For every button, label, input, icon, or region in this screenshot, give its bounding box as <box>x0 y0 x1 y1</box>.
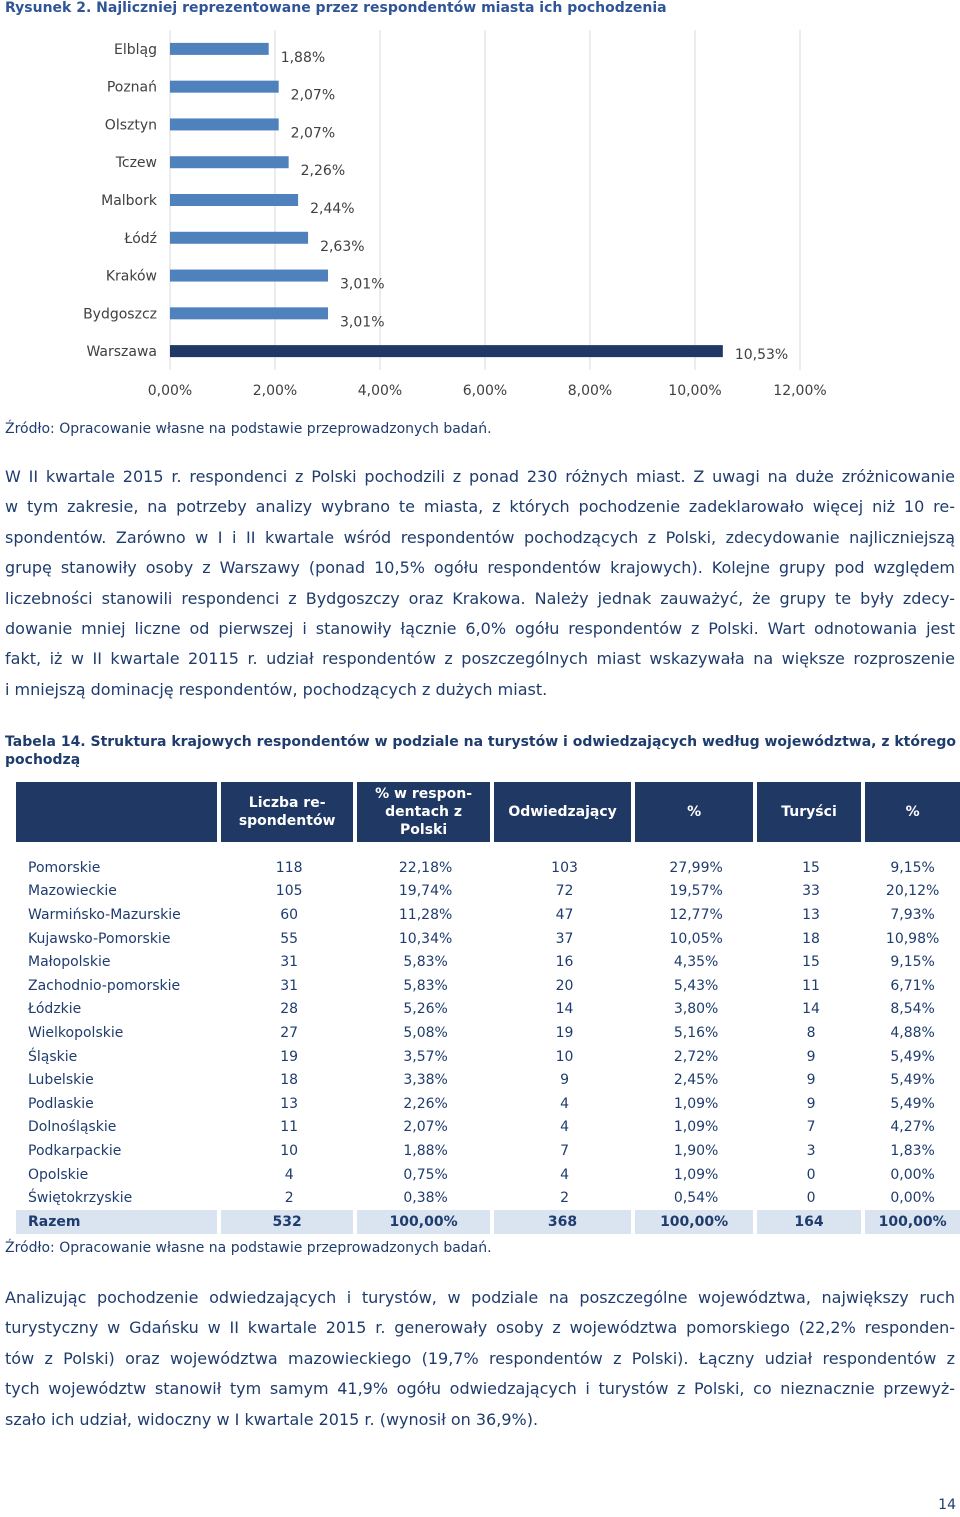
table-row <box>16 1045 960 1069</box>
table-cell: 4 <box>560 1119 569 1136</box>
table-cell: 164 <box>757 1210 865 1234</box>
table-spacer-row <box>16 842 960 856</box>
table-row-label: Opolskie <box>28 1166 89 1183</box>
table-body <box>16 842 960 1234</box>
table-cell: 2,26% <box>403 1095 448 1112</box>
table-cell: 10,34% <box>398 930 453 947</box>
chart-data-label: 2,07% <box>290 87 336 104</box>
table-cell: 532 <box>221 1210 358 1234</box>
paragraph-1-line: fakt, iż w II kwartale 20115 r. udział respondentów z poszczególnych miast wskazywała na większe rozproszenie <box>5 649 955 669</box>
table-cell: 16 <box>555 954 574 971</box>
table-cell: 2,72% <box>673 1048 719 1065</box>
table-cell: 19,57% <box>669 883 723 900</box>
table-source: Źródło: Opracowanie własne na podstawie przeprowadzonych badań. <box>5 1240 492 1256</box>
table-cell: 7 <box>560 1142 569 1159</box>
table-header-row <box>16 782 960 842</box>
table-cell: 8,54% <box>890 1001 935 1018</box>
table-cell: 9 <box>806 1048 816 1065</box>
table-row-label: Dolnośląskie <box>28 1119 117 1136</box>
chart-bar <box>170 194 298 206</box>
table-cell: 3,57% <box>403 1048 448 1065</box>
table-cell: 10,05% <box>669 930 723 947</box>
table-row-label: Razem <box>16 1210 221 1234</box>
paragraph-1-line: liczebności stanowili respondenci z Bydgoszczy oraz Krakowa. Należy jednak zauważyć, że grupy te były zdecy- <box>5 588 955 608</box>
table-cell: 9 <box>806 1072 816 1089</box>
chart-data-label: 3,01% <box>340 276 385 293</box>
chart-category-label: Łódź <box>124 230 157 247</box>
table-row <box>16 880 960 904</box>
table-cell: 7 <box>806 1119 816 1136</box>
table-header-cell: % <box>865 782 960 842</box>
table-row-label: Mazowieckie <box>28 883 117 900</box>
table-row-label: Świętokrzyskie <box>28 1190 133 1207</box>
table-cell: 0,75% <box>403 1166 448 1183</box>
table-header-cell: % w respon-dentach z Polski <box>357 782 493 842</box>
table-cell: 10,98% <box>885 930 940 947</box>
table-cell: 4,88% <box>890 1024 935 1041</box>
table-cell: 9 <box>806 1095 816 1112</box>
table-cell: 5,83% <box>403 954 448 971</box>
chart-category-label: Warszawa <box>86 344 157 361</box>
paragraph-1-line: grupę stanowiły osoby z Warszawy (ponad 10,5% ogółu respondentów krajowych). Kolejne grupy pod względem <box>5 558 955 578</box>
table-cell: 5,49% <box>890 1072 935 1089</box>
table-cell: 4 <box>560 1166 569 1183</box>
table-cell: 15 <box>802 859 820 876</box>
chart-data-label: 2,44% <box>310 201 355 217</box>
table-cell: 1,09% <box>673 1095 719 1112</box>
chart-x-tick-label: 6,00% <box>462 383 508 399</box>
table-cell: 22,18% <box>398 859 453 876</box>
chart-x-tick-label: 2,00% <box>252 383 298 399</box>
table-cell: 100,00% <box>635 1210 756 1234</box>
table-cell: 7,93% <box>890 906 935 923</box>
table-cell: 1,88% <box>403 1142 448 1159</box>
table-row <box>16 1021 960 1045</box>
table-cell: 47 <box>555 906 574 923</box>
chart-bar <box>170 232 308 244</box>
table-row-label: Śląskie <box>28 1048 78 1065</box>
table-row <box>16 1068 960 1092</box>
chart-category-label: Olsztyn <box>104 117 157 134</box>
table-header-cell: Turyści <box>757 782 865 842</box>
table-cell: 0 <box>806 1190 816 1207</box>
paragraph-2 <box>5 1283 955 1435</box>
chart-data-label: 10,53% <box>734 347 789 364</box>
chart-bar <box>170 156 289 168</box>
table-cell: 3,80% <box>673 1001 719 1018</box>
table-cell: 9,15% <box>890 954 935 971</box>
chart-data-labels <box>281 50 789 363</box>
chart-x-tick-label: 0,00% <box>147 383 193 399</box>
table-row <box>16 1092 960 1116</box>
table-header-cell: Liczba re-spondentów <box>221 782 358 842</box>
table-cell: 19,74% <box>398 883 453 900</box>
table-cell: 3,38% <box>403 1072 448 1089</box>
table-cell: 15 <box>802 954 820 971</box>
chart-category-labels <box>83 42 158 360</box>
table-cell: 4,35% <box>673 954 719 971</box>
paragraph-1-line: w tym zakresie, na potrzeby analizy wybrano te miasta, z których pochodzenie zadeklarowało więcej niż 10 re- <box>5 497 955 517</box>
table-row-label: Zachodnio-pomorskie <box>28 977 181 994</box>
table-cell: 5,08% <box>403 1024 448 1041</box>
table-cell: 14 <box>555 1001 574 1018</box>
table-row-label: Pomorskie <box>28 859 101 876</box>
table-cell: 13 <box>802 906 820 923</box>
table-cell: 5,43% <box>673 977 719 994</box>
table-cell: 27,99% <box>669 859 723 876</box>
table-cell: 19 <box>555 1024 574 1041</box>
chart-data-label: 2,63% <box>320 238 365 255</box>
table-cell: 1,09% <box>673 1119 719 1136</box>
table-total-row <box>16 1210 960 1234</box>
table-row-label: Podkarpackie <box>28 1142 122 1159</box>
table-cell: 2,45% <box>673 1072 719 1089</box>
paragraph-2-line: Analizując pochodzenie odwiedzających i turystów, w podziale na poszczególne województwa, największy ruch <box>5 1288 955 1307</box>
chart-data-label: 2,26% <box>300 163 346 180</box>
table-cell: 6,71% <box>890 977 935 994</box>
paragraph-2-line: turystyczny w Gdańsku w II kwartale 2015 r. generowały osoby z województwa pomorskiego (22,2% responden- <box>5 1318 955 1338</box>
paragraph-1-line: i mniejszą dominację respondentów, pochodzących z dużych miast. <box>5 679 548 699</box>
chart-x-tick-label: 8,00% <box>567 383 613 399</box>
table-cell: 19 <box>280 1048 299 1065</box>
table-row <box>16 950 960 974</box>
table-cell: 0 <box>806 1166 816 1183</box>
paragraph-2-line: tych województw stanowił tym samym 41,9% ogółu odwiedzających i turystów z Polski, co nieznacznie przewyż- <box>5 1379 955 1399</box>
table-cell: 9 <box>560 1072 569 1089</box>
chart-data-label: 2,07% <box>290 125 336 142</box>
table-row <box>16 927 960 951</box>
data-table <box>16 782 960 1234</box>
chart-data-label: 3,01% <box>340 314 385 331</box>
chart-bars <box>170 43 723 357</box>
table-row <box>16 1139 960 1163</box>
table-row <box>16 974 960 998</box>
chart-bar <box>170 270 328 282</box>
table-cell: 5,49% <box>890 1048 935 1065</box>
bar-chart <box>0 0 960 410</box>
table-row-label: Kujawsko-Pomorskie <box>28 930 171 947</box>
chart-x-tick-label: 10,00% <box>668 383 722 399</box>
chart-bar <box>170 81 279 93</box>
table-cell: 3 <box>806 1142 816 1159</box>
table-cell: 5,49% <box>890 1095 935 1112</box>
table-row <box>16 998 960 1022</box>
chart-bar <box>170 43 269 55</box>
table-cell: 31 <box>280 954 299 971</box>
table-cell: 31 <box>280 977 299 994</box>
table-cell: 368 <box>494 1210 636 1234</box>
figure-title: Rysunek 2. Najliczniej reprezentowane przez respondentów miasta ich pochodzenia <box>5 0 667 16</box>
table-row-label: Podlaskie <box>28 1095 94 1112</box>
table-cell: 5,26% <box>403 1001 448 1018</box>
table-cell: 72 <box>555 883 574 900</box>
chart-category-label: Kraków <box>105 268 157 285</box>
table-cell: 2 <box>284 1190 294 1207</box>
chart-bar <box>170 345 723 357</box>
figure-source: Źródło: Opracowanie własne na podstawie przeprowadzonych badań. <box>5 421 492 437</box>
paragraph-1-line: dowanie mniej liczne od pierwszej i stanowiły łącznie 6,0% ogółu respondentów z Polski. Wart odnotowania jest <box>5 619 955 639</box>
table-cell: 1,90% <box>673 1142 719 1159</box>
table-row-label: Małopolskie <box>28 954 111 971</box>
table-cell: 0,38% <box>403 1190 448 1207</box>
table-row-label: Łódzkie <box>28 1001 82 1018</box>
paragraph-2-line: szało ich udział, widoczny w I kwartale 2015 r. (wynosił on 36,9%). <box>5 1409 539 1429</box>
table-cell: 103 <box>551 859 578 876</box>
table-cell: 4 <box>560 1095 569 1112</box>
table-cell: 105 <box>275 883 303 900</box>
table-cell: 12,77% <box>669 906 723 923</box>
table-cell: 33 <box>802 883 820 900</box>
paragraph-1 <box>5 462 955 705</box>
table-cell: 11 <box>802 977 820 994</box>
paragraph-1-line: W II kwartale 2015 r. respondenci z Polski pochodzili z ponad 230 różnych miast. Z uwagi na duże zróżnicowanie <box>5 467 955 486</box>
table-cell: 13 <box>280 1095 299 1112</box>
table-cell: 5,16% <box>673 1024 719 1041</box>
chart-x-tick-label: 4,00% <box>357 383 403 399</box>
page-number: 14 <box>938 1497 956 1513</box>
table-cell: 10 <box>555 1048 574 1065</box>
table-cell: 0,00% <box>890 1190 935 1207</box>
table-cell: 118 <box>275 859 303 876</box>
chart-category-label: Malbork <box>101 193 157 209</box>
table-cell: 20,12% <box>885 883 940 900</box>
table-cell: 18 <box>280 1072 299 1089</box>
chart-category-label: Tczew <box>115 155 157 172</box>
table-row <box>16 903 960 927</box>
table-cell: 37 <box>555 930 574 947</box>
table-header-cell: % <box>635 782 756 842</box>
chart-x-tick-label: 12,00% <box>773 383 827 399</box>
table-cell: 9,15% <box>890 859 935 876</box>
table-row <box>16 1163 960 1187</box>
table-row <box>16 856 960 880</box>
chart-category-label: Bydgoszcz <box>83 306 157 323</box>
table-cell: 27 <box>280 1024 299 1041</box>
paragraph-1-line: spondentów. Zarówno w I i II kwartale wśród respondentów pochodzących z Polski, zdecydowanie najliczniejszą <box>5 527 955 547</box>
chart-data-label: 1,88% <box>280 49 326 66</box>
table-header-cell <box>16 782 221 842</box>
table-cell: 100,00% <box>357 1210 493 1234</box>
table-cell: 11,28% <box>398 906 453 923</box>
table-cell: 2 <box>560 1190 569 1207</box>
table-cell: 11 <box>280 1119 299 1136</box>
table-row-label: Lubelskie <box>28 1072 94 1089</box>
table-row-label: Warmińsko-Mazurskie <box>28 906 181 923</box>
table-cell: 8 <box>806 1024 816 1041</box>
table-cell: 28 <box>280 1001 299 1018</box>
chart-category-label: Poznań <box>106 79 157 96</box>
paragraph-2-line: tów z Polski) oraz województwa mazowieckiego (19,7% respondentów z Polski). Łączny udział respondentów z <box>5 1348 955 1368</box>
table-cell: 55 <box>280 930 299 947</box>
table-cell: 18 <box>802 930 820 947</box>
table-cell: 5,83% <box>403 977 448 994</box>
table-cell: 4 <box>284 1166 294 1183</box>
table-cell: 4,27% <box>890 1119 935 1136</box>
chart-bar <box>170 118 279 130</box>
table-cell: 100,00% <box>865 1210 960 1234</box>
table-cell: 0,54% <box>673 1190 719 1207</box>
chart-x-tick-labels <box>148 383 827 399</box>
table-cell: 60 <box>280 906 299 923</box>
table-cell: 1,09% <box>673 1166 719 1183</box>
table-cell: 10 <box>280 1142 299 1159</box>
table-row-label: Wielkopolskie <box>28 1024 124 1041</box>
table-row <box>16 1186 960 1210</box>
chart-category-label: Elbląg <box>114 41 157 58</box>
table-header-cell: Odwiedzający <box>494 782 636 842</box>
table-cell: 20 <box>555 977 574 994</box>
table-row <box>16 1116 960 1140</box>
table-title: Tabela 14. Struktura krajowych respondentów w podziale na turystów i odwiedzających według województwa, z którego pochodzą <box>5 734 957 768</box>
table-cell: 14 <box>802 1001 820 1018</box>
table-cell: 2,07% <box>403 1119 448 1136</box>
chart-bar <box>170 307 328 319</box>
table-cell: 0,00% <box>890 1166 935 1183</box>
table-cell: 1,83% <box>890 1142 935 1159</box>
